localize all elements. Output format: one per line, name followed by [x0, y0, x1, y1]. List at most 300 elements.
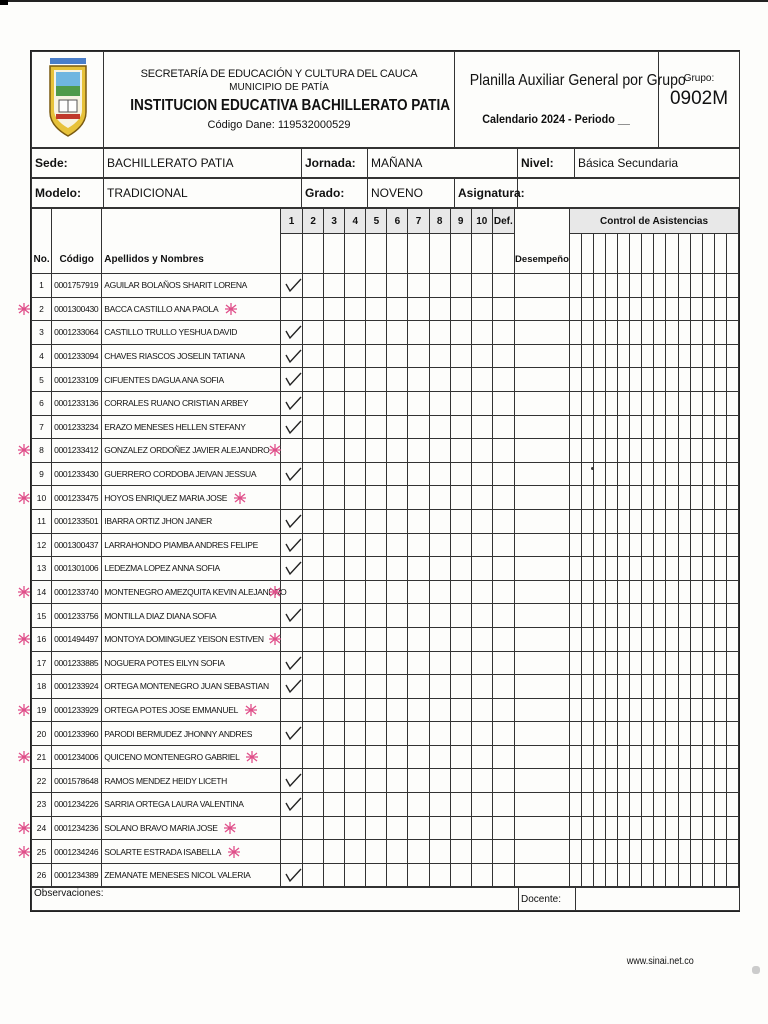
student-name: SARRIA ORTEGA LAURA VALENTINA — [102, 793, 281, 817]
nota-cell — [492, 533, 514, 557]
asistencia-cell — [726, 863, 738, 887]
nota-cell — [324, 391, 345, 415]
asignatura-label: Asignatura: — [455, 179, 518, 208]
absence-mark-icon — [227, 845, 241, 859]
student-codigo: 0001233929 — [52, 698, 102, 722]
asistencia-cell — [630, 391, 642, 415]
asignatura-value — [518, 179, 740, 208]
nota-cell — [492, 651, 514, 675]
asistencia-cell — [702, 840, 714, 864]
table-row — [32, 769, 739, 793]
asistencia-cell — [666, 486, 678, 510]
nota-cell — [387, 863, 408, 887]
asistencia-cell — [666, 651, 678, 675]
grupo-value: 0902M — [669, 88, 729, 109]
asistencia-cell — [666, 816, 678, 840]
scan-corner-mark — [0, 0, 8, 5]
asistencia-cell — [702, 675, 714, 699]
asistencia-cell — [582, 533, 594, 557]
student-name: ORTEGA POTES JOSE EMMANUEL — [102, 698, 281, 722]
asistencia-cell — [630, 274, 642, 298]
asistencia-cell — [606, 840, 618, 864]
nota-cell — [429, 722, 450, 746]
asistencia-cell — [582, 509, 594, 533]
nota-cell — [366, 863, 387, 887]
nota-cell — [366, 533, 387, 557]
nota-cell — [303, 745, 324, 769]
nota-cell — [303, 557, 324, 581]
nota-cell — [345, 486, 366, 510]
asistencia-header-blank — [570, 234, 582, 274]
nota-cell — [387, 840, 408, 864]
desempeno-cell — [514, 509, 569, 533]
jornada-label: Jornada: — [302, 149, 368, 178]
asistencia-cell — [714, 698, 726, 722]
checkmark-icon — [284, 867, 302, 883]
asistencia-cell — [642, 344, 654, 368]
asistencia-cell — [702, 462, 714, 486]
student-codigo: 0001234226 — [52, 793, 102, 817]
institution-info — [104, 52, 455, 148]
nota-cell — [429, 840, 450, 864]
nota-cell — [281, 486, 303, 510]
asistencia-cell — [630, 462, 642, 486]
nota-cell — [429, 698, 450, 722]
asistencia-cell — [642, 793, 654, 817]
asistencia-header-blank — [654, 234, 666, 274]
nota-cell — [324, 486, 345, 510]
nota-cell — [450, 344, 471, 368]
nota-cell — [471, 769, 492, 793]
grid-header-row — [32, 209, 739, 234]
nota-cell — [387, 344, 408, 368]
table-row — [32, 580, 739, 604]
nota-cell — [387, 604, 408, 628]
nota-cell — [281, 274, 303, 298]
institution-name: INSTITUCION EDUCATIVA BACHILLERATO PATIA — [130, 97, 451, 114]
student-name: AGUILAR BOLAÑOS SHARIT LORENA — [102, 274, 281, 298]
asistencia-cell — [654, 675, 666, 699]
nota-cell — [366, 509, 387, 533]
asistencia-cell — [642, 580, 654, 604]
nota-cell — [324, 580, 345, 604]
nota-cell — [471, 486, 492, 510]
nota-cell — [324, 344, 345, 368]
student-no: 19 — [32, 698, 52, 722]
nota-cell — [429, 675, 450, 699]
asistencia-cell — [630, 793, 642, 817]
asistencia-cell — [726, 439, 738, 463]
nota-header-blank — [471, 234, 492, 274]
nota-cell — [324, 557, 345, 581]
asistencia-cell — [702, 698, 714, 722]
nota-cell — [387, 793, 408, 817]
nota-cell — [492, 793, 514, 817]
asistencia-cell — [642, 863, 654, 887]
asistencia-cell — [582, 675, 594, 699]
asistencia-cell — [726, 509, 738, 533]
asistencia-cell — [642, 321, 654, 345]
student-name: MONTENEGRO AMEZQUITA KEVIN ALEJANDRO — [102, 580, 281, 604]
asistencia-cell — [678, 604, 690, 628]
nota-cell — [450, 509, 471, 533]
asistencia-cell — [666, 698, 678, 722]
desempeno-cell — [514, 863, 569, 887]
col-nota-5-header: 5 — [366, 209, 387, 234]
asistencia-cell — [726, 816, 738, 840]
nota-cell — [281, 816, 303, 840]
nota-cell — [408, 533, 429, 557]
asistencia-cell — [594, 675, 606, 699]
nota-cell — [450, 580, 471, 604]
asistencia-cell — [666, 840, 678, 864]
nota-header-blank — [429, 234, 450, 274]
nota-cell — [345, 580, 366, 604]
table-row — [32, 439, 739, 463]
asistencia-cell — [642, 675, 654, 699]
asistencia-cell — [582, 698, 594, 722]
nota-cell — [450, 415, 471, 439]
asistencia-cell — [654, 651, 666, 675]
absence-mark-icon — [17, 821, 31, 835]
nota-cell — [471, 439, 492, 463]
nota-cell — [492, 439, 514, 463]
student-name: RAMOS MENDEZ HEIDY LICETH — [102, 769, 281, 793]
student-name: QUICENO MONTENEGRO GABRIEL — [102, 745, 281, 769]
desempeno-cell — [514, 651, 569, 675]
sede-label: Sede: — [32, 149, 104, 178]
table-row — [32, 533, 739, 557]
nota-cell — [450, 816, 471, 840]
nota-cell — [345, 863, 366, 887]
student-name: LEDEZMA LOPEZ ANNA SOFIA — [102, 557, 281, 581]
asistencia-cell — [606, 627, 618, 651]
nota-cell — [281, 391, 303, 415]
nota-cell — [492, 840, 514, 864]
nota-cell — [345, 391, 366, 415]
asistencia-cell — [582, 462, 594, 486]
asistencia-cell — [630, 840, 642, 864]
nota-cell — [366, 816, 387, 840]
nota-cell — [408, 274, 429, 298]
asistencia-cell — [594, 321, 606, 345]
nota-cell — [429, 863, 450, 887]
checkmark-icon — [284, 607, 302, 623]
student-no: 20 — [32, 722, 52, 746]
student-name: ORTEGA MONTENEGRO JUAN SEBASTIAN — [102, 675, 281, 699]
nota-cell — [450, 722, 471, 746]
student-name: ERAZO MENESES HELLEN STEFANY — [102, 415, 281, 439]
desempeno-cell — [514, 415, 569, 439]
nota-cell — [492, 675, 514, 699]
asistencia-cell — [570, 675, 582, 699]
asistencia-cell — [606, 580, 618, 604]
desempeno-cell — [514, 675, 569, 699]
student-codigo: 0001233109 — [52, 368, 102, 392]
student-codigo: 0001234389 — [52, 863, 102, 887]
asistencia-cell — [678, 863, 690, 887]
sede-value: BACHILLERATO PATIA — [104, 149, 302, 178]
asistencia-cell — [690, 698, 702, 722]
desempeno-cell — [514, 840, 569, 864]
asistencia-cell — [606, 533, 618, 557]
nota-cell — [450, 604, 471, 628]
nota-cell — [429, 651, 450, 675]
nota-cell — [471, 840, 492, 864]
table-row — [32, 321, 739, 345]
nota-cell — [429, 604, 450, 628]
student-no: 11 — [32, 509, 52, 533]
nota-cell — [366, 627, 387, 651]
nota-cell — [387, 391, 408, 415]
asistencia-cell — [678, 462, 690, 486]
student-no: 26 — [32, 863, 52, 887]
asistencia-cell — [618, 604, 630, 628]
asistencia-cell — [654, 816, 666, 840]
desempeno-cell — [514, 486, 569, 510]
nota-header-blank — [303, 234, 324, 274]
nota-cell — [471, 580, 492, 604]
asistencia-cell — [582, 580, 594, 604]
absence-mark-icon — [268, 585, 282, 599]
asistencia-cell — [570, 462, 582, 486]
nota-cell — [408, 297, 429, 321]
asistencia-cell — [594, 391, 606, 415]
asistencia-cell — [642, 415, 654, 439]
absence-mark-icon — [244, 703, 258, 717]
asistencia-cell — [630, 604, 642, 628]
asistencia-cell — [594, 840, 606, 864]
asistencia-cell — [618, 415, 630, 439]
asistencia-cell — [570, 415, 582, 439]
asistencia-cell — [666, 439, 678, 463]
nota-cell — [324, 297, 345, 321]
absence-mark-icon — [17, 845, 31, 859]
asistencia-cell — [714, 745, 726, 769]
student-no: 10 — [32, 486, 52, 510]
student-no: 17 — [32, 651, 52, 675]
col-nota-3-header: 3 — [324, 209, 345, 234]
nota-cell — [303, 344, 324, 368]
nota-cell — [429, 557, 450, 581]
asistencia-cell — [678, 651, 690, 675]
asistencia-cell — [726, 840, 738, 864]
calendario-text: Calendario 2024 - Periodo __ — [482, 111, 631, 126]
asistencia-cell — [654, 840, 666, 864]
obs-table — [31, 887, 740, 911]
asistencia-cell — [594, 439, 606, 463]
nota-cell — [387, 486, 408, 510]
asistencia-cell — [630, 439, 642, 463]
asistencia-cell — [618, 627, 630, 651]
nota-cell — [303, 793, 324, 817]
nota-cell — [387, 722, 408, 746]
absence-mark-icon — [17, 750, 31, 764]
nota-cell — [471, 793, 492, 817]
nota-cell — [345, 745, 366, 769]
col-nota-4-header: 4 — [345, 209, 366, 234]
col-def-header: Def. — [492, 209, 514, 234]
nota-cell — [303, 675, 324, 699]
asistencia-cell — [690, 391, 702, 415]
asistencia-cell — [570, 533, 582, 557]
nota-cell — [303, 297, 324, 321]
asistencia-header-blank — [726, 234, 738, 274]
desempeno-cell — [514, 533, 569, 557]
asistencia-cell — [606, 675, 618, 699]
absence-mark-icon — [17, 302, 31, 316]
asistencia-cell — [702, 580, 714, 604]
asistencia-cell — [630, 627, 642, 651]
asistencia-cell — [618, 675, 630, 699]
col-desempeno-header: Desempeño — [514, 209, 569, 274]
nota-header-blank — [366, 234, 387, 274]
nota-cell — [387, 745, 408, 769]
nota-cell — [492, 344, 514, 368]
asistencia-cell — [702, 344, 714, 368]
nota-cell — [408, 321, 429, 345]
checkmark-icon — [284, 419, 302, 435]
school-crest-icon — [48, 56, 88, 138]
asistencia-cell — [678, 486, 690, 510]
nota-cell — [281, 863, 303, 887]
nota-cell — [345, 627, 366, 651]
asistencia-cell — [654, 321, 666, 345]
grupo-info — [659, 52, 740, 148]
asistencia-cell — [702, 391, 714, 415]
nota-cell — [303, 816, 324, 840]
asistencia-cell — [594, 368, 606, 392]
asistencia-cell — [630, 675, 642, 699]
asistencia-cell — [714, 533, 726, 557]
nota-cell — [387, 297, 408, 321]
nota-cell — [450, 627, 471, 651]
nota-cell — [345, 509, 366, 533]
desempeno-cell — [514, 368, 569, 392]
nota-cell — [366, 557, 387, 581]
nota-cell — [408, 557, 429, 581]
asistencia-cell — [654, 557, 666, 581]
desempeno-cell — [514, 793, 569, 817]
nota-cell — [408, 651, 429, 675]
student-no: 22 — [32, 769, 52, 793]
asistencia-cell — [678, 415, 690, 439]
asistencia-cell — [570, 604, 582, 628]
asistencia-cell — [714, 816, 726, 840]
asistencia-cell — [582, 863, 594, 887]
asistencia-cell — [690, 557, 702, 581]
nota-cell — [450, 462, 471, 486]
student-name: CORRALES RUANO CRISTIAN ARBEY — [102, 391, 281, 415]
student-no: 15 — [32, 604, 52, 628]
asistencia-cell — [702, 557, 714, 581]
nota-cell — [281, 769, 303, 793]
nota-cell — [281, 580, 303, 604]
nota-cell — [345, 698, 366, 722]
student-name: SOLARTE ESTRADA ISABELLA — [102, 840, 281, 864]
asistencia-cell — [654, 486, 666, 510]
nota-cell — [366, 274, 387, 298]
nota-cell — [408, 840, 429, 864]
asistencia-cell — [606, 368, 618, 392]
nota-cell — [281, 745, 303, 769]
nota-cell — [324, 509, 345, 533]
asistencia-cell — [726, 580, 738, 604]
nota-cell — [387, 651, 408, 675]
student-codigo: 0001300430 — [52, 297, 102, 321]
student-codigo: 0001234246 — [52, 840, 102, 864]
asistencia-cell — [618, 533, 630, 557]
asistencia-cell — [690, 863, 702, 887]
nota-header-blank — [408, 234, 429, 274]
nota-cell — [408, 462, 429, 486]
asistencia-cell — [618, 722, 630, 746]
asistencia-cell — [714, 439, 726, 463]
asistencia-cell — [618, 840, 630, 864]
nota-cell — [281, 793, 303, 817]
asistencia-cell — [702, 274, 714, 298]
asistencia-cell — [726, 604, 738, 628]
asistencia-cell — [594, 793, 606, 817]
asistencia-cell — [666, 580, 678, 604]
asistencia-cell — [594, 533, 606, 557]
asistencia-cell — [594, 486, 606, 510]
asistencia-cell — [678, 297, 690, 321]
asistencia-cell — [570, 297, 582, 321]
asistencia-cell — [642, 533, 654, 557]
asistencia-cell — [726, 486, 738, 510]
nota-cell — [324, 321, 345, 345]
asistencia-cell — [570, 816, 582, 840]
asistencia-cell — [654, 604, 666, 628]
asistencia-cell — [570, 391, 582, 415]
nota-cell — [471, 745, 492, 769]
asistencia-cell — [606, 698, 618, 722]
asistencia-cell — [630, 297, 642, 321]
nota-cell — [366, 368, 387, 392]
grupo-label: Grupo: — [683, 73, 715, 84]
asistencia-cell — [666, 745, 678, 769]
asistencia-cell — [606, 321, 618, 345]
nota-cell — [450, 368, 471, 392]
student-no: 1 — [32, 274, 52, 298]
nota-cell — [492, 509, 514, 533]
nota-cell — [492, 769, 514, 793]
col-nota-9-header: 9 — [450, 209, 471, 234]
asistencia-cell — [726, 557, 738, 581]
asistencia-cell — [630, 722, 642, 746]
nota-cell — [366, 391, 387, 415]
nota-cell — [471, 816, 492, 840]
asistencia-cell — [594, 462, 606, 486]
nota-cell — [324, 675, 345, 699]
asistencia-cell — [594, 557, 606, 581]
asistencia-cell — [630, 580, 642, 604]
docente-label: Docente: — [519, 888, 576, 911]
nota-cell — [366, 769, 387, 793]
col-nota-8-header: 8 — [429, 209, 450, 234]
student-no: 13 — [32, 557, 52, 581]
asistencia-cell — [678, 745, 690, 769]
asistencia-cell — [678, 627, 690, 651]
asistencia-cell — [690, 509, 702, 533]
absence-mark-icon — [17, 491, 31, 505]
nota-cell — [303, 533, 324, 557]
checkmark-icon — [284, 725, 302, 741]
nota-cell — [387, 627, 408, 651]
asistencia-cell — [690, 627, 702, 651]
asistencia-cell — [666, 604, 678, 628]
